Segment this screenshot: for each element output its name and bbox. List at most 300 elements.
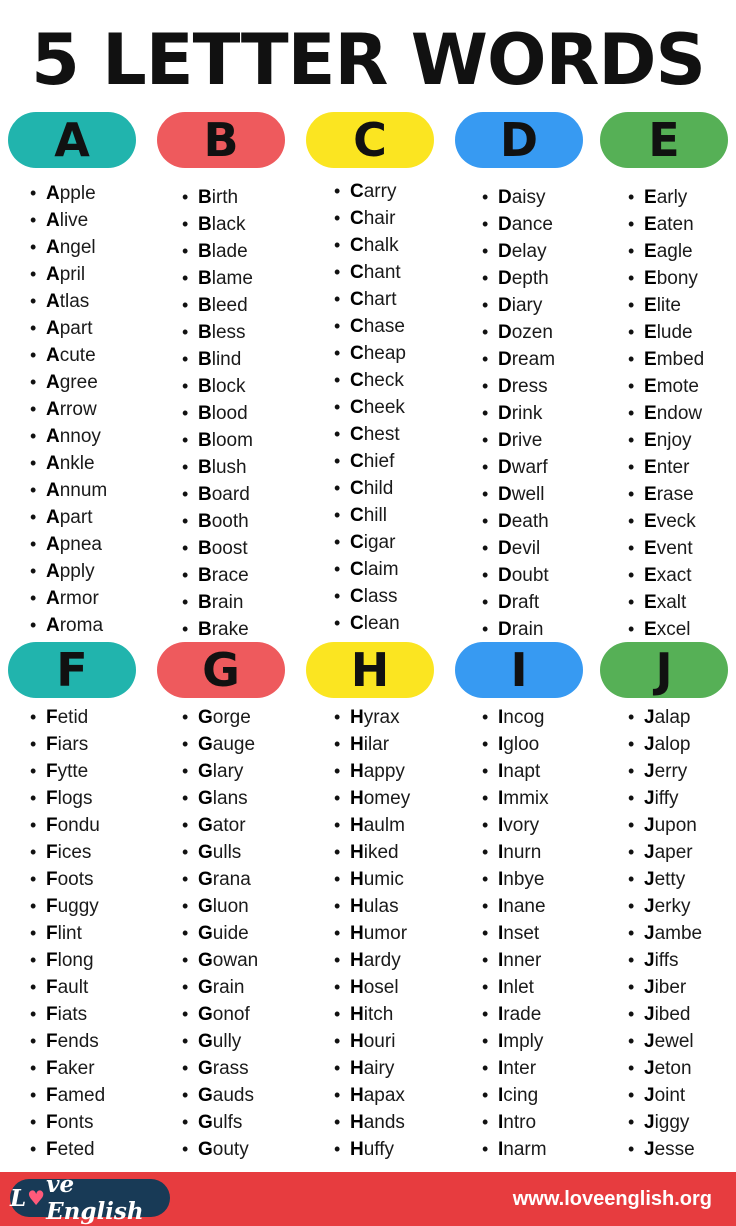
word-rest: rain (212, 977, 245, 998)
word-item (182, 758, 332, 785)
word-rest: ozen (511, 322, 553, 343)
word-initial: J (644, 1031, 655, 1052)
word-initial: B (198, 322, 212, 343)
word-initial: J (644, 734, 655, 755)
word-rest: oubt (511, 565, 549, 586)
word-item (30, 315, 180, 342)
word-rest: apax (363, 1085, 405, 1106)
word-initial: D (498, 349, 512, 370)
word-initial: E (644, 565, 657, 586)
word-item (182, 373, 332, 400)
word-item (182, 812, 332, 839)
word-rest: elay (511, 241, 547, 262)
word-rest: rana (212, 869, 251, 890)
word-initial: E (644, 430, 657, 451)
word-rest: iary (511, 295, 543, 316)
word-item (482, 758, 632, 785)
word-rest: rass (212, 1058, 249, 1079)
word-initial: G (198, 1085, 213, 1106)
word-item (182, 974, 332, 1001)
word-initial: A (46, 615, 60, 636)
word-item (30, 866, 180, 893)
word-item (628, 589, 736, 616)
word-item (482, 400, 632, 427)
word-initial: I (498, 761, 504, 782)
word-item (182, 785, 332, 812)
word-initial: A (46, 453, 60, 474)
word-rest: arry (363, 181, 397, 202)
word-rest: napt (503, 761, 541, 782)
word-initial: H (350, 1139, 364, 1160)
word-item (334, 529, 484, 556)
word-initial: G (198, 1112, 213, 1133)
word-rest: rake (211, 619, 249, 640)
word-initial: C (350, 370, 364, 391)
word-initial: I (498, 923, 504, 944)
word-item (628, 731, 736, 758)
word-item (334, 232, 484, 259)
word-item (628, 893, 736, 920)
word-item (628, 346, 736, 373)
word-initial: J (644, 1112, 655, 1133)
word-rest: less (211, 322, 246, 343)
word-initial: A (46, 372, 60, 393)
word-rest: mply (503, 1031, 544, 1052)
word-list-i (482, 704, 632, 1163)
word-initial: A (46, 318, 60, 339)
word-rest: ngel (59, 237, 96, 258)
word-initial: D (498, 457, 512, 478)
word-item (30, 261, 180, 288)
word-rest: alop (654, 734, 691, 755)
word-rest: ibed (654, 1004, 691, 1025)
word-initial: F (46, 869, 58, 890)
word-item (628, 265, 736, 292)
word-rest: long (57, 950, 94, 971)
word-item (182, 508, 332, 535)
word-item (482, 616, 632, 643)
word-item (482, 238, 632, 265)
word-item (30, 785, 180, 812)
word-item (482, 265, 632, 292)
word-initial: D (498, 484, 512, 505)
word-item (628, 812, 736, 839)
word-item (482, 211, 632, 238)
word-rest: nner (503, 950, 542, 971)
word-initial: D (498, 511, 512, 532)
word-initial: J (644, 1004, 655, 1025)
word-rest: ilar (363, 734, 390, 755)
word-rest: eath (511, 511, 549, 532)
word-rest: oard (211, 484, 250, 505)
word-initial: C (350, 613, 364, 634)
word-item (30, 812, 180, 839)
word-initial: F (46, 734, 58, 755)
word-rest: ewel (654, 1031, 694, 1052)
word-initial: D (498, 565, 512, 586)
word-item (628, 1055, 736, 1082)
word-item (182, 616, 332, 643)
word-initial: C (350, 235, 364, 256)
word-item (182, 1028, 332, 1055)
word-rest: uide (212, 923, 249, 944)
footer-banner (0, 1172, 736, 1226)
word-item (182, 481, 332, 508)
word-item (334, 610, 484, 637)
word-initial: G (198, 707, 213, 728)
word-rest: hart (363, 289, 397, 310)
word-item (30, 234, 180, 261)
word-rest: onts (57, 1112, 94, 1133)
word-initial: G (198, 977, 213, 998)
word-item (482, 481, 632, 508)
word-initial: H (350, 977, 364, 998)
word-rest: vory (503, 815, 540, 836)
word-rest: yrax (363, 707, 400, 728)
word-initial: F (46, 815, 58, 836)
word-item (182, 1001, 332, 1028)
word-rest: ress (511, 376, 548, 397)
word-item (30, 1055, 180, 1082)
word-item (628, 562, 736, 589)
word-initial: B (198, 187, 212, 208)
letter-badge-j: J (600, 642, 728, 698)
word-rest: leed (211, 295, 248, 316)
word-initial: A (46, 534, 60, 555)
word-item (628, 839, 736, 866)
word-item (182, 839, 332, 866)
word-rest: onof (212, 1004, 250, 1025)
word-rest: well (511, 484, 545, 505)
word-item (30, 758, 180, 785)
word-item (628, 1082, 736, 1109)
word-initial: F (46, 1058, 58, 1079)
word-rest: pril (59, 264, 86, 285)
word-item (30, 531, 180, 558)
word-initial: E (644, 214, 657, 235)
word-rest: iggy (654, 1112, 690, 1133)
word-item (628, 211, 736, 238)
word-rest: uffy (363, 1139, 395, 1160)
word-item (628, 616, 736, 643)
column-c (306, 112, 434, 168)
word-item (482, 373, 632, 400)
word-initial: F (46, 1112, 58, 1133)
word-rest: lade (211, 241, 248, 262)
word-item (628, 1028, 736, 1055)
word-rest: ault (57, 977, 89, 998)
word-rest: rase (656, 484, 694, 505)
word-initial: F (46, 1085, 58, 1106)
word-rest: ndow (656, 403, 703, 424)
word-item (334, 313, 484, 340)
word-item (628, 184, 736, 211)
word-initial: B (198, 430, 212, 451)
word-rest: iked (363, 842, 399, 863)
word-rest: mmix (503, 788, 549, 809)
word-initial: H (350, 1085, 364, 1106)
word-rest: hase (363, 316, 405, 337)
word-rest: lack (211, 214, 246, 235)
word-rest: lame (211, 268, 253, 289)
word-item (334, 475, 484, 502)
word-item (482, 319, 632, 346)
word-rest: iars (57, 734, 89, 755)
letter-badge-e: E (600, 112, 728, 168)
word-initial: A (46, 480, 60, 501)
word-item (482, 589, 632, 616)
word-rest: ulfs (212, 1112, 243, 1133)
word-rest: iats (57, 1004, 88, 1025)
word-initial: B (198, 349, 212, 370)
word-item (182, 238, 332, 265)
word-initial: B (198, 511, 212, 532)
word-rest: halk (363, 235, 399, 256)
word-item (482, 920, 632, 947)
word-rest: evil (511, 538, 541, 559)
word-initial: H (350, 1112, 364, 1133)
word-rest: aten (656, 214, 694, 235)
word-initial: F (46, 842, 58, 863)
word-rest: ouri (363, 1031, 396, 1052)
word-initial: F (46, 1139, 58, 1160)
word-item (182, 866, 332, 893)
word-initial: J (644, 1139, 655, 1160)
word-rest: orge (212, 707, 251, 728)
word-item (628, 866, 736, 893)
word-item (334, 947, 484, 974)
word-rest: pple (59, 183, 96, 204)
word-item (182, 920, 332, 947)
word-rest: luon (212, 896, 249, 917)
word-item (30, 947, 180, 974)
word-rest: cing (503, 1085, 539, 1106)
word-rest: live (59, 210, 89, 231)
word-item (628, 319, 736, 346)
word-list-e (628, 184, 736, 643)
column-d (455, 112, 583, 168)
word-initial: A (46, 426, 60, 447)
word-item (30, 450, 180, 477)
word-initial: I (498, 896, 504, 917)
word-initial: I (498, 734, 504, 755)
word-rest: etty (654, 869, 686, 890)
word-rest: loom (211, 430, 253, 451)
word-rest: lean (363, 613, 400, 634)
word-initial: F (46, 977, 58, 998)
word-initial: A (46, 507, 60, 528)
word-rest: heap (363, 343, 407, 364)
letter-badge-h: H (306, 642, 434, 698)
word-initial: A (46, 345, 60, 366)
word-item (334, 812, 484, 839)
word-item (628, 508, 736, 535)
word-rest: nnoy (59, 426, 101, 447)
word-initial: H (350, 1004, 364, 1025)
word-initial: A (46, 237, 60, 258)
word-item (182, 731, 332, 758)
word-rest: cute (59, 345, 96, 366)
word-item (334, 178, 484, 205)
word-initial: E (644, 457, 657, 478)
word-initial: I (498, 815, 504, 836)
word-initial: C (350, 586, 364, 607)
word-rest: outy (212, 1139, 249, 1160)
word-rest: logs (57, 788, 93, 809)
word-initial: E (644, 187, 657, 208)
word-initial: J (644, 788, 655, 809)
word-rest: amed (57, 1085, 106, 1106)
word-initial: A (46, 291, 60, 312)
word-initial: F (46, 1031, 58, 1052)
column-f (8, 642, 136, 698)
word-item (334, 1028, 484, 1055)
word-rest: heck (363, 370, 404, 391)
word-initial: D (498, 187, 512, 208)
word-item (482, 974, 632, 1001)
word-item (482, 184, 632, 211)
word-rest: nset (503, 923, 540, 944)
word-rest: aper (654, 842, 693, 863)
word-initial: F (46, 896, 58, 917)
word-item (628, 785, 736, 812)
word-item (628, 947, 736, 974)
word-rest: auge (212, 734, 256, 755)
word-item (30, 1082, 180, 1109)
word-item (482, 292, 632, 319)
word-item (334, 893, 484, 920)
word-list-h (334, 704, 484, 1163)
word-item (482, 535, 632, 562)
word-item (30, 288, 180, 315)
word-item (628, 481, 736, 508)
word-initial: J (644, 950, 655, 971)
word-rest: nlet (503, 977, 534, 998)
word-initial: D (498, 376, 512, 397)
word-item (182, 427, 332, 454)
column-e (600, 112, 728, 168)
word-initial: I (498, 788, 504, 809)
word-initial: G (198, 1058, 213, 1079)
word-rest: owan (212, 950, 259, 971)
word-initial: C (350, 397, 364, 418)
word-rest: roma (59, 615, 104, 636)
word-item (482, 704, 632, 731)
word-rest: agle (656, 241, 693, 262)
word-item (482, 1109, 632, 1136)
word-item (334, 758, 484, 785)
word-rest: lite (656, 295, 681, 316)
column-a (8, 112, 136, 168)
word-rest: rive (511, 430, 543, 451)
word-list-j (628, 704, 736, 1163)
word-item (334, 367, 484, 394)
word-item (334, 421, 484, 448)
word-rest: epth (511, 268, 549, 289)
word-item (334, 731, 484, 758)
word-item (334, 1082, 484, 1109)
word-initial: B (198, 538, 212, 559)
word-initial: J (644, 977, 655, 998)
word-item (482, 1055, 632, 1082)
word-rest: nbye (503, 869, 545, 890)
word-rest: nter (656, 457, 690, 478)
word-item (182, 265, 332, 292)
word-initial: I (498, 1058, 504, 1079)
word-initial: H (350, 734, 364, 755)
word-item (482, 812, 632, 839)
word-initial: H (350, 950, 364, 971)
word-rest: hair (363, 208, 396, 229)
word-item (628, 535, 736, 562)
word-initial: D (498, 322, 512, 343)
word-initial: I (498, 842, 504, 863)
word-initial: C (350, 478, 364, 499)
letter-badge-i: I (455, 642, 583, 698)
word-item (334, 920, 484, 947)
letter-badge-c: C (306, 112, 434, 168)
website-url[interactable]: www.loveenglish.org (512, 1188, 712, 1210)
word-initial: D (498, 403, 512, 424)
love-english-logo[interactable] (10, 1171, 170, 1225)
word-rest: hant (363, 262, 401, 283)
word-initial: I (498, 1085, 504, 1106)
word-item (482, 1136, 632, 1163)
word-initial: C (350, 262, 364, 283)
word-item (482, 454, 632, 481)
word-item (30, 839, 180, 866)
word-rest: ooth (211, 511, 249, 532)
word-initial: E (644, 592, 657, 613)
word-rest: raft (511, 592, 540, 613)
word-initial: D (498, 268, 512, 289)
word-item (482, 731, 632, 758)
column-b (157, 112, 285, 168)
word-initial: I (498, 1112, 504, 1133)
word-initial: E (644, 538, 657, 559)
word-initial: E (644, 295, 657, 316)
word-initial: C (350, 343, 364, 364)
word-item (334, 866, 484, 893)
word-rest: etid (57, 707, 89, 728)
word-rest: rain (511, 619, 544, 640)
word-item (628, 1001, 736, 1028)
word-initial: C (350, 532, 364, 553)
word-initial: I (498, 950, 504, 971)
word-initial: B (198, 241, 212, 262)
word-initial: G (198, 1139, 213, 1160)
word-item (30, 731, 180, 758)
word-initial: C (350, 208, 364, 229)
column-j (600, 642, 728, 698)
word-item (334, 704, 484, 731)
word-item (30, 974, 180, 1001)
column-h (306, 642, 434, 698)
word-rest: esse (654, 1139, 695, 1160)
word-item (30, 1001, 180, 1028)
word-item (30, 423, 180, 450)
word-rest: iber (654, 977, 687, 998)
word-rest: oots (57, 869, 94, 890)
word-list-f (30, 704, 180, 1163)
word-rest: rmor (59, 588, 99, 609)
word-initial: B (198, 403, 212, 424)
word-rest: xact (656, 565, 692, 586)
word-initial: G (198, 923, 213, 944)
word-initial: J (644, 1058, 655, 1079)
word-initial: B (198, 592, 212, 613)
word-initial: A (46, 264, 60, 285)
